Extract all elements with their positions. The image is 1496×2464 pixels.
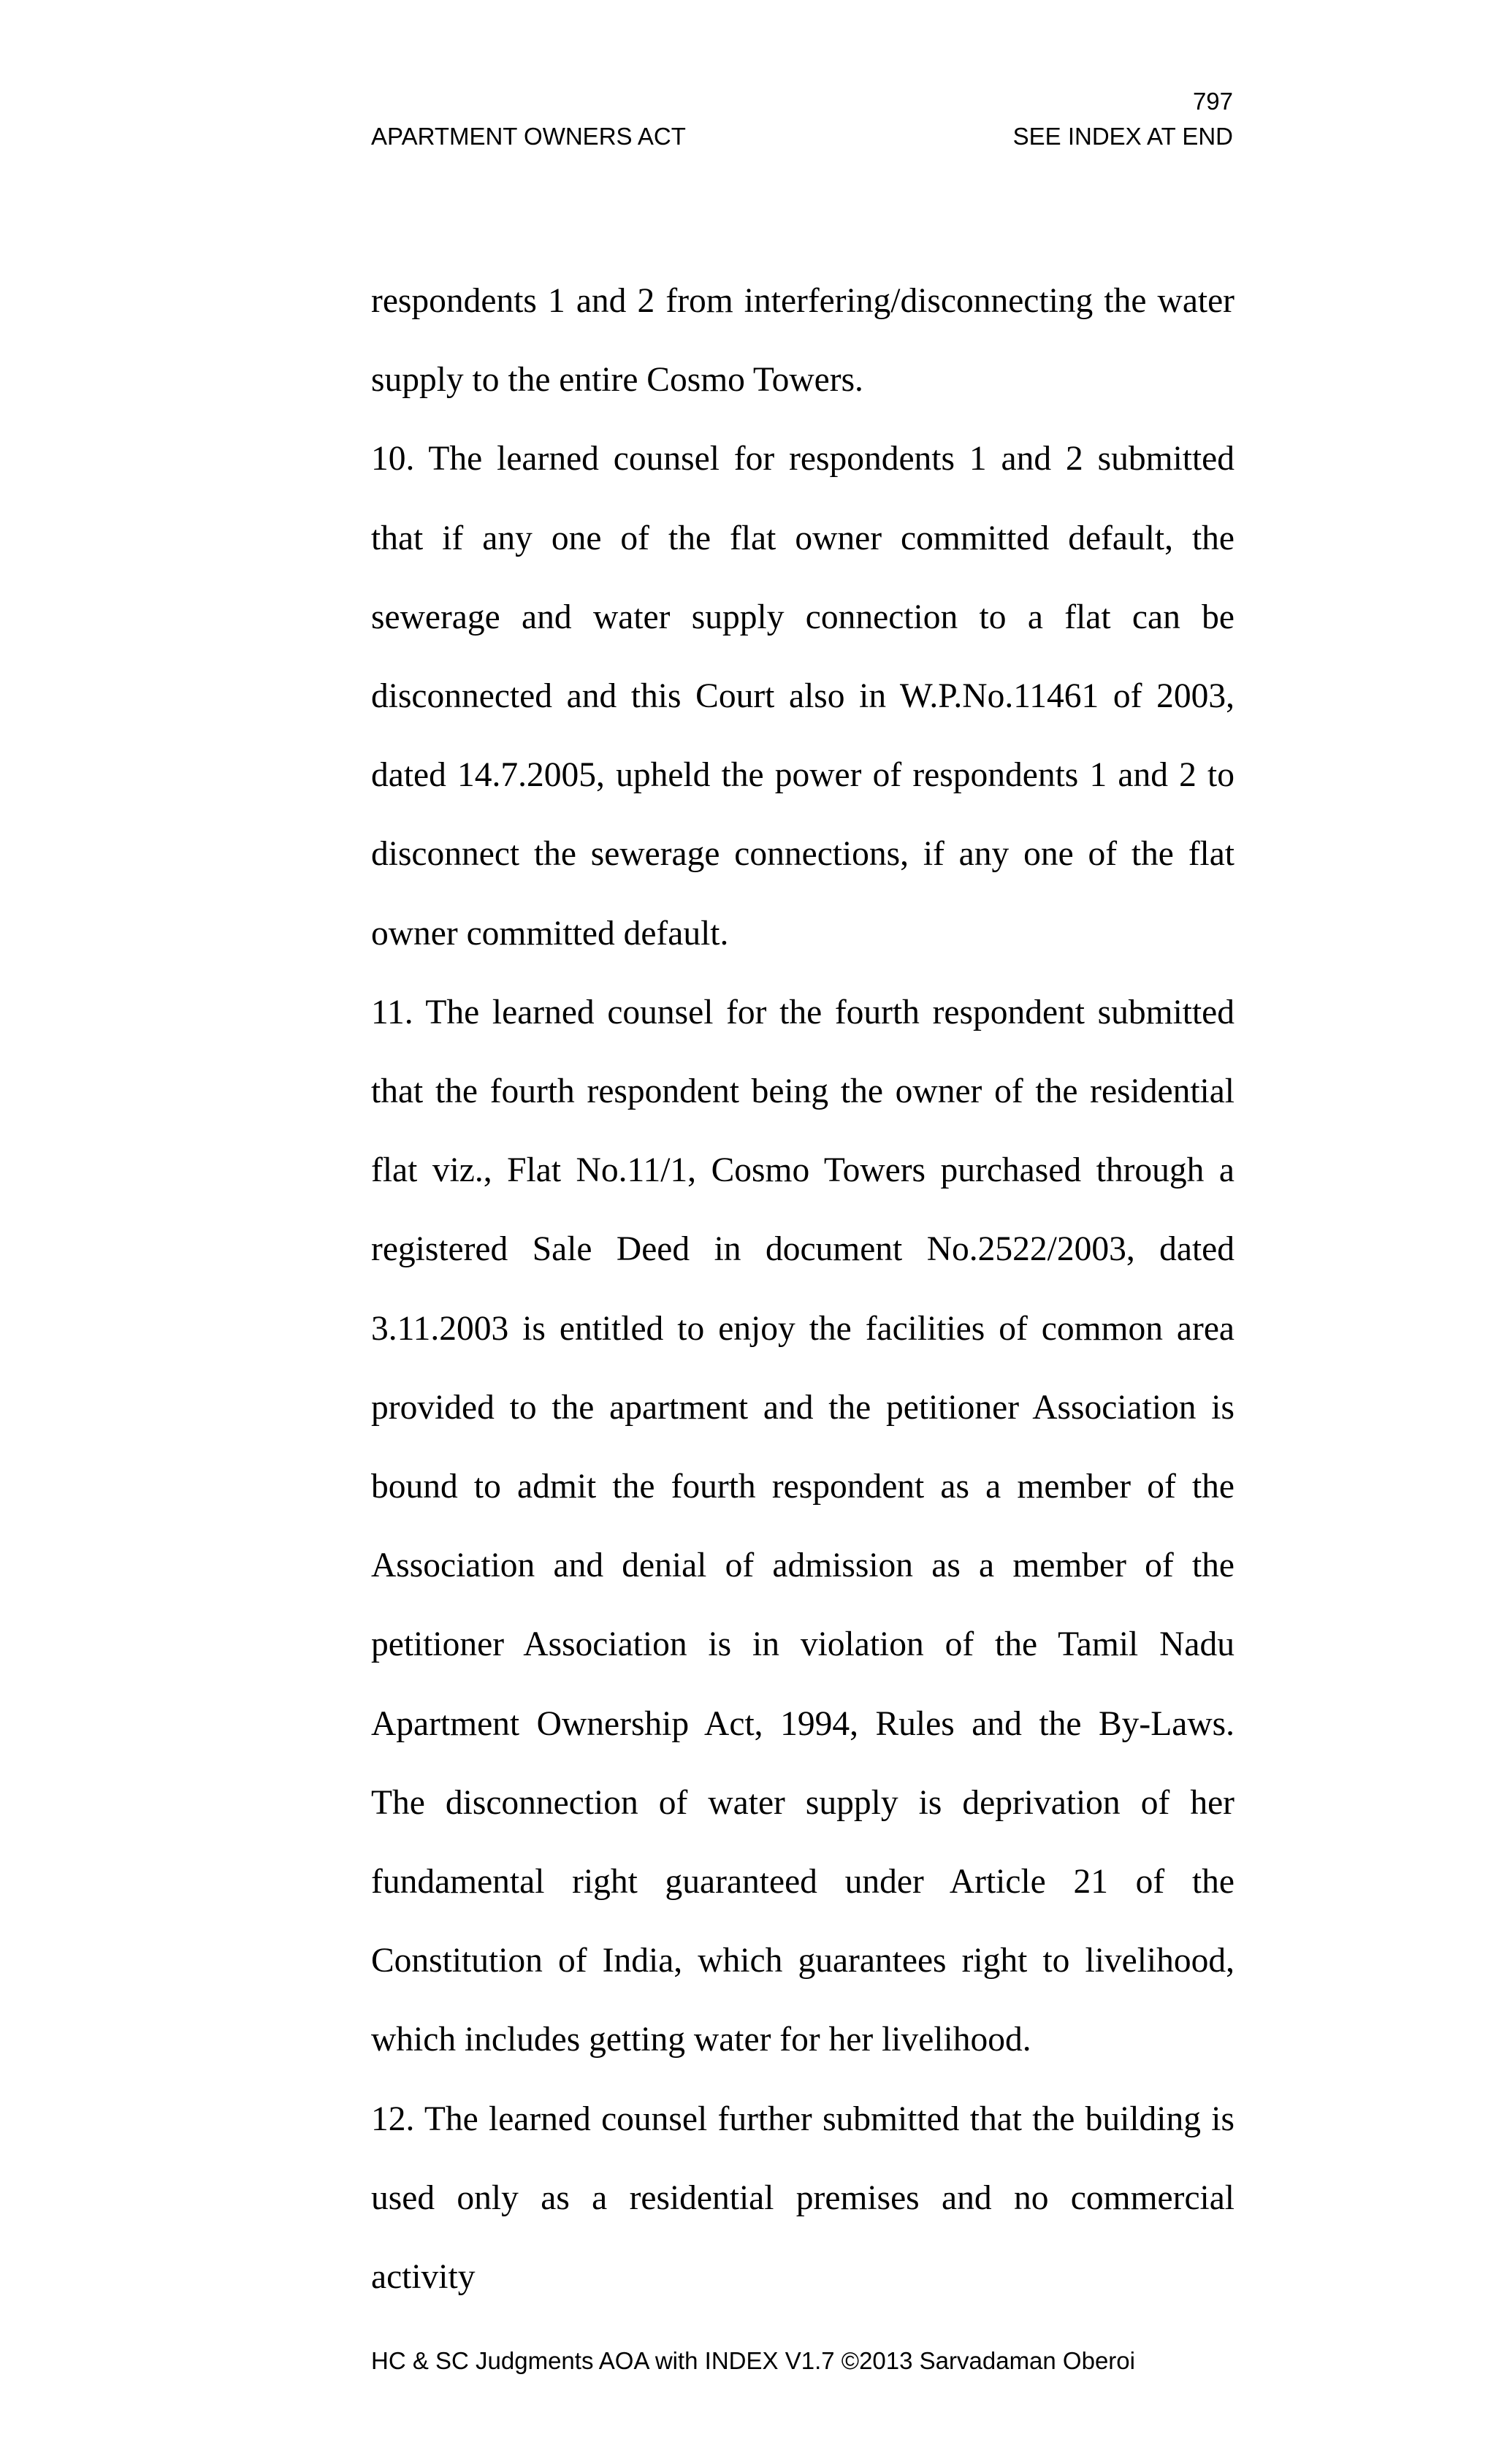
header-index-note: SEE INDEX AT END: [1012, 123, 1233, 150]
paragraph-10: 10. The learned counsel for respondents 1 and 2 submitted that if any one of the flat owner committed default, the sewerage and water supply connection to a flat can be disconnected and this Court also in W.P.No.11461 of 2003, dated 14.7.2005, upheld the power of respondents 1 and 2 to disconnect the sewerage connections, if any one of the flat owner committed default.: [371, 440, 1234, 953]
paragraph-11: 11. The learned counsel for the fourth respondent submitted that the fourth respondent being the owner of the residential flat viz., Flat No.11/1, Cosmo Towers purchased through a registered Sale Deed in document No.2522/2003, dated 3.11.2003 is entitled to enjoy the facilities of common area provided to the apartment and the petitioner Association is bound to admit the fourth respondent as a member of the Association and denial of admission as a member of the petitioner Association is in violation of the Tamil Nadu Apartment Ownership Act, 1994, Rules and the By-Laws. The disconnection of water supply is deprivation of her fundamental right guaranteed under Article 21 of the Constitution of India, which guarantees right to livelihood, which includes getting water for her livelihood.: [371, 993, 1234, 2059]
footer-copyright: HC & SC Judgments AOA with INDEX V1.7 ©2013 Sarvadaman Oberoi: [371, 2347, 1135, 2374]
paragraph-continuation: respondents 1 and 2 from interfering/disconnecting the water supply to the entire Cosmo Towers.: [371, 282, 1234, 400]
header-title: APARTMENT OWNERS ACT: [371, 123, 686, 150]
page-number: 797: [1192, 88, 1233, 115]
running-header: [371, 123, 1233, 150]
judgment-text: [371, 262, 1234, 2316]
paragraph-12: 12. The learned counsel further submitted that the building is used only as a residential premises and no commercial activity: [371, 2099, 1234, 2297]
